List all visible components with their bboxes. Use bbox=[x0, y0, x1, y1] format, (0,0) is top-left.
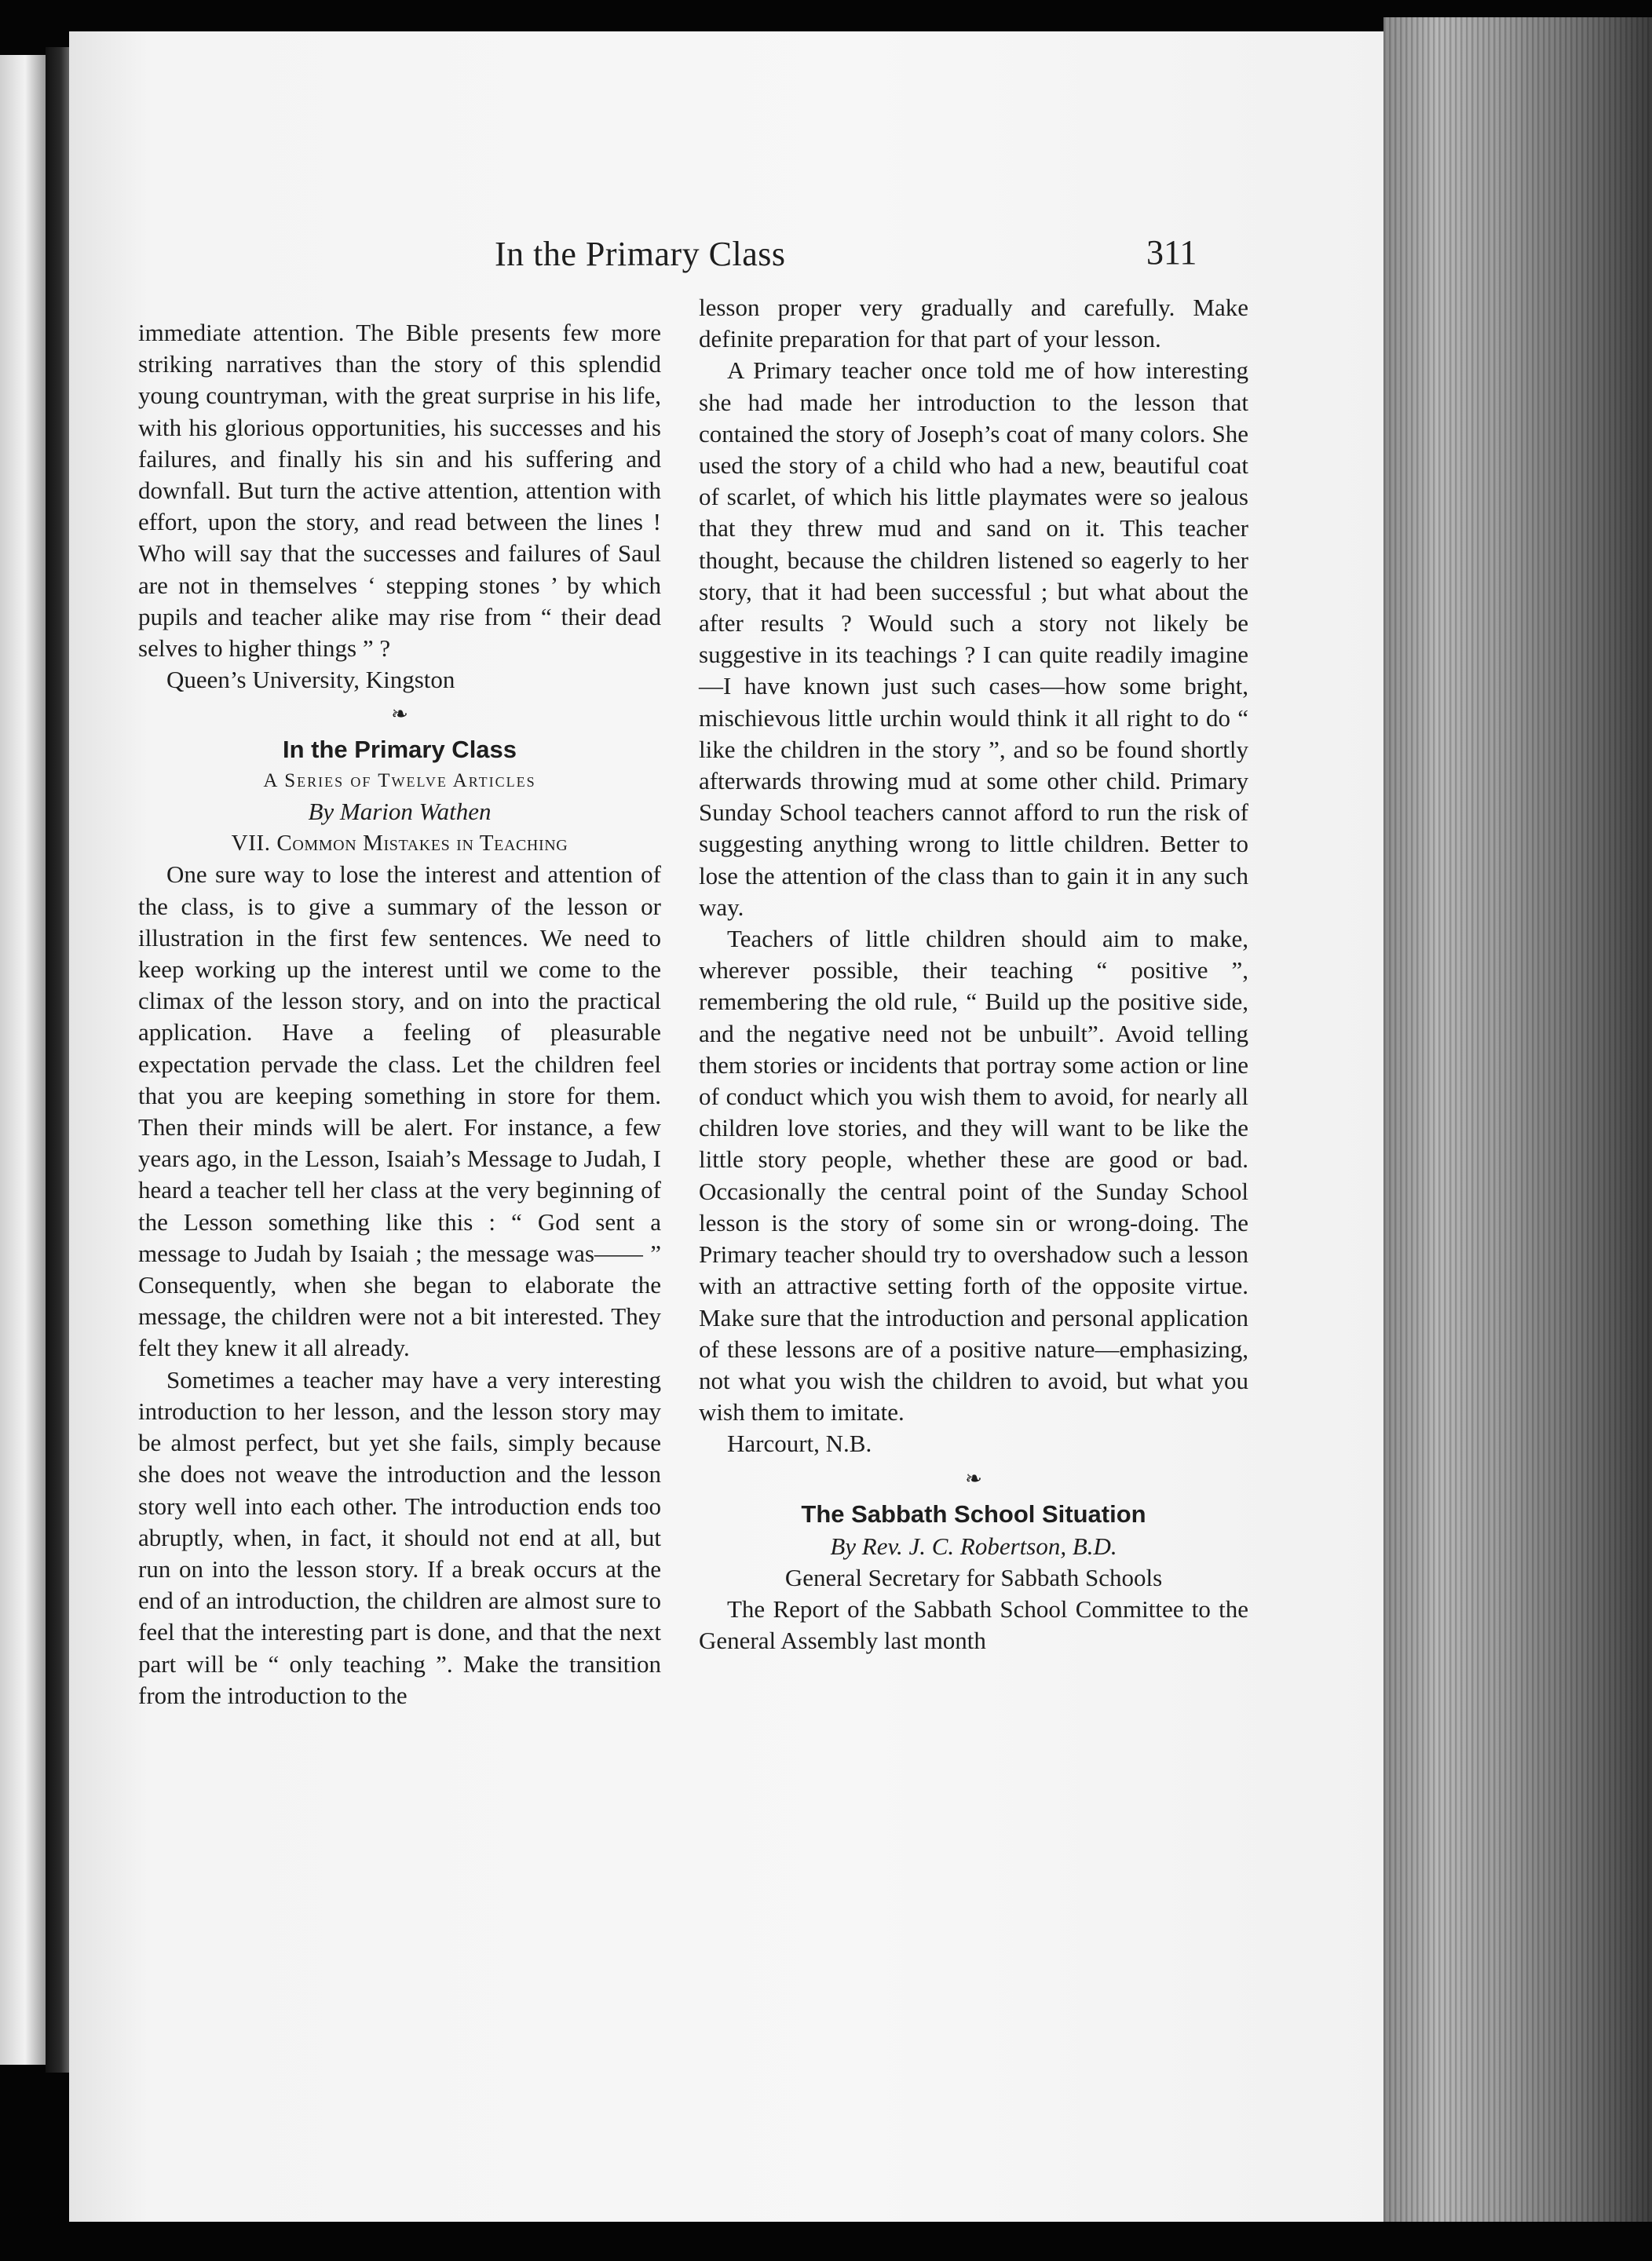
author-role: General Secretary for Sabbath Schools bbox=[784, 1563, 1163, 1591]
article-title: In the Primary Class bbox=[282, 736, 517, 764]
left-page-edge bbox=[0, 55, 46, 2065]
article-paragraph: A Primary teacher once told me of how interesting she had made her introduction to the lesson that contained the story of Joseph’s coat of many colors. She used the story of a child who had a new, beautiful coat of scarlet, of which his little playmates were so jealous that they threw mud and sand on it. This teacher thought, because the children listened so eagerly to her story, that it had been successful ; but what about the after results ? Would such a story not likely be suggestive in its teachings ? I can quite readily imagine—I have known just such cases—how some bright, mischievous little urchin would think it all right to do “ like the children in the story ”, and so be found shortly afterwards throwing mud at some other child. Primary Sunday School teachers cannot afford to run the risk of suggesting anything wrong to little children. Better to lose the attention of the class than to gain it in any such way. bbox=[699, 356, 1248, 921]
article-byline: By Rev. J. C. Robertson, B.D. bbox=[830, 1532, 1117, 1560]
leaf-fleuron-icon: ❧ bbox=[391, 703, 408, 726]
signoff-location: Queen’s University, Kingston bbox=[166, 666, 455, 694]
article-title: The Sabbath School Situation bbox=[801, 1499, 1146, 1528]
section-ornament bbox=[138, 699, 661, 730]
article-byline: By Marion Wathen bbox=[308, 798, 492, 826]
continued-paragraph: lesson proper very gradually and carefully. Make definite preparation for that part of your lesson. bbox=[699, 294, 1248, 353]
left-column bbox=[138, 317, 661, 1711]
page-number: 311 bbox=[1146, 233, 1197, 272]
article-paragraph: One sure way to lose the interest and attention of the class, is to give a summary of the lesson or illustration in the first few sentences. We need to keep working up the interest until we come to the climax of the lesson story, and on into the practical application. Have a feeling of pleasurable expectation pervade the class. Let the children feel that you are keeping something in store for them. Then their minds will be alert. For instance, a few years ago, in the Lesson, Isaiah’s Message to Judah, I heard a teacher tell her class at the very beginning of the Lesson something like this : “ God sent a message to Judah by Isaiah ; the message was—— ” Consequently, when she began to elaborate the message, the children were not a bit interested. They felt they knew it all already. bbox=[138, 860, 661, 1362]
signoff-location: Harcourt, N.B. bbox=[727, 1430, 872, 1458]
section-heading: VII. Common Mistakes in Teaching bbox=[231, 831, 568, 857]
series-subtitle: A Series of Twelve Articles bbox=[263, 770, 536, 792]
book-gutter bbox=[46, 47, 71, 2073]
right-column bbox=[699, 292, 1248, 1656]
article-paragraph: The Report of the Sabbath School Committee to the General Assembly last month bbox=[699, 1594, 1248, 1654]
article-paragraph: Sometimes a teacher may have a very interesting introduction to her lesson, and the lesson story may be almost perfect, but yet she fails, simply because she does not weave the introduction and the lesson story well into each other. The introduction ends too abruptly, when, in fact, it should not end at all, but run on into the lesson story. If a break occurs at the end of an introduction, the children are almost sure to feel that the interesting part is done, and that the next part will be “ only teaching ”. Make the transition from the introduction to the bbox=[138, 1365, 661, 1709]
article-paragraph: Teachers of little children should aim to make, wherever possible, their teaching “ positive ”, remembering the old rule, “ Build up the positive side, and the negative need not be unbuilt”. Avoid telling them stories or incidents that portray some action or line of conduct which you wish them to avoid, for nearly all children love stories, and they will want to be like the little story people, whether these are good or bad. Occasionally the central point of the Sunday School lesson is the story of some sin or wrong-doing. The Primary teacher should try to overshadow such a lesson with an attractive setting forth of the opposite virtue. Make sure that the introduction and personal application of these lessons are of a positive nature—emphasizing, not what you wish the children to avoid, but what you wish them to imitate. bbox=[699, 925, 1248, 1426]
page-stack-edges bbox=[1383, 17, 1652, 2222]
running-head: In the Primary Class bbox=[495, 235, 786, 273]
leaf-fleuron-icon: ❧ bbox=[965, 1467, 982, 1490]
continued-paragraph: immediate attention. The Bible presents few more striking narratives than the story of this splendid young countryman, with the great surprise in his life, with his glorious opportunities, his successes and his failures, and finally his sin and his suffering and downfall. But turn the active attention, attention with effort, upon the story, and read between the lines ! Who will say that the successes and failures of Saul are not in themselves ‘ stepping stones ’ by which pupils and teacher alike may rise from “ their dead selves to higher things ” ? bbox=[138, 319, 661, 663]
section-ornament bbox=[699, 1463, 1248, 1495]
